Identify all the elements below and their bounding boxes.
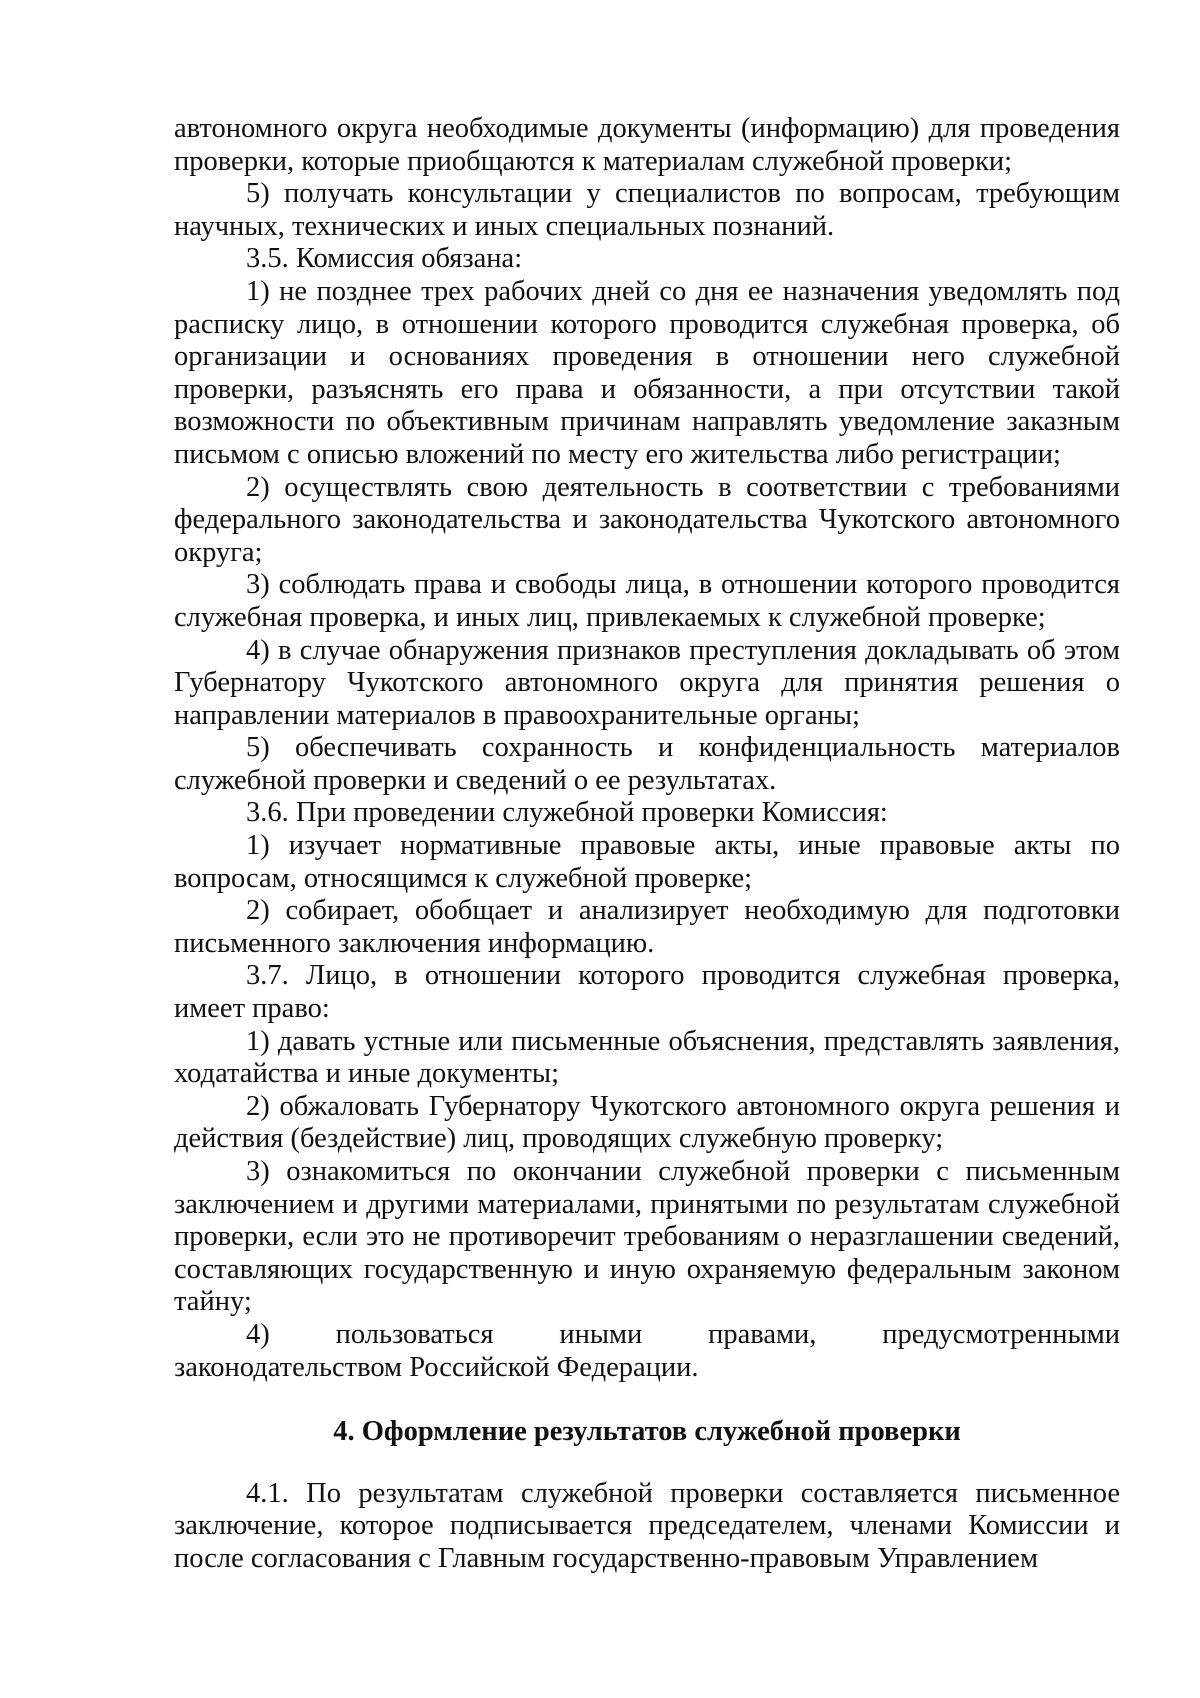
paragraph: 2) осуществлять свою деятельность в соответствии с требованиями федерального законодательства и законодательства Чукотского автономного округа; xyxy=(174,471,1120,568)
paragraph: 3.6. При проведении служебной проверки Комиссия: xyxy=(246,797,888,829)
paragraph: 4.1. По результатам служебной проверки составляется письменное заключение, которое подписывается председателем, членами Комиссии и после согласования с Главным государственно-правовым Управлением xyxy=(174,1477,1120,1574)
paragraph: 3.7. Лицо, в отношении которого проводится служебная проверка, имеет право: xyxy=(174,960,1120,1025)
document-page xyxy=(174,113,1120,1576)
paragraph: 2) собирает, обобщает и анализирует необходимую для подготовки письменного заключения информацию. xyxy=(174,895,1120,959)
paragraph: 1) давать устные или письменные объяснения, представлять заявления, ходатайства и иные документы; xyxy=(174,1025,1120,1090)
section-4-body xyxy=(174,1478,1120,1576)
paragraph: 3) ознакомиться по окончании служебной проверки с письменным заключением и другими материалами, принятыми по результатам служебной проверки, если это не противоречит требованиям о неразглашении сведений, составляющих государственную и иную охраняемую федеральным законом тайну; xyxy=(174,1156,1120,1318)
paragraph: 4) пользоваться иными правами, предусмотренными законодательством Российской Федерации. xyxy=(174,1318,1120,1383)
paragraph: автономного округа необходимые документы (информацию) для проведения проверки, которые приобщаются к материалам служебной проверки; xyxy=(174,113,1120,177)
paragraph: 5) обеспечивать сохранность и конфиденциальность материалов служебной проверки и сведений о ее результатах. xyxy=(174,732,1120,796)
paragraph: 3) соблюдать права и свободы лица, в отношении которого проводится служебная проверка, и иных лиц, привлекаемых к служебной проверке; xyxy=(174,569,1120,633)
paragraph: 5) получать консультации у специалистов по вопросам, требующим научных, технических и иных специальных познаний. xyxy=(174,178,1120,242)
section-heading: 4. Оформление результатов служебной проверки xyxy=(333,1416,961,1448)
paragraph: 4) в случае обнаружения признаков преступления докладывать об этом Губернатору Чукотского автономного округа для принятия решения о направлении материалов в правоохранительные органы; xyxy=(174,634,1120,731)
paragraph: 2) обжаловать Губернатору Чукотского автономного округа решения и действия (бездействие) лиц, проводящих служебную проверку; xyxy=(174,1090,1120,1155)
paragraph: 3.5. Комиссия обязана: xyxy=(246,243,523,275)
paragraph: 1) не позднее трех рабочих дней со дня ее назначения уведомлять под расписку лицо, в отношении которого проводится служебная проверка, об организации и основаниях проведения в отношении него служебной проверки, разъяснять его права и обязанности, а при отсутствии такой возможности по объективным причинам направлять уведомление заказным письмом с описью вложений по месту его жительства либо регистрации; xyxy=(174,275,1120,470)
paragraph: 1) изучает нормативные правовые акты, иные правовые акты по вопросам, относящимся к служебной проверке; xyxy=(174,830,1120,894)
section-3-body xyxy=(174,113,1120,1384)
